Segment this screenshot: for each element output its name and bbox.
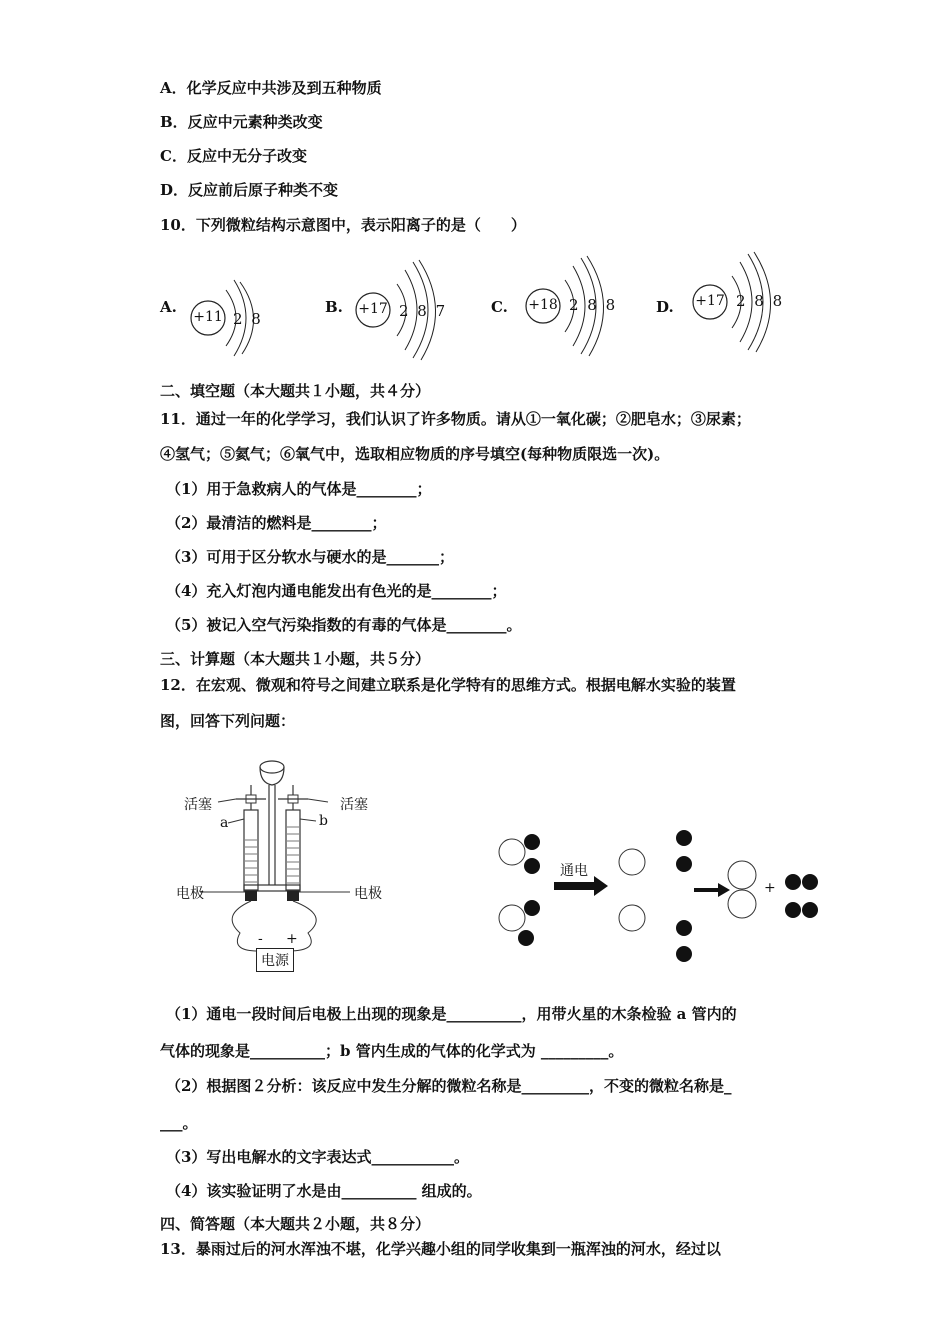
electron-shells: 2 8 7 xyxy=(399,302,448,320)
section-4-heading: 四、简答题（本大题共２小题，共８分） xyxy=(160,1215,431,1233)
valve-right-label: 活塞 xyxy=(340,797,368,813)
nucleus-charge: +11 xyxy=(193,309,223,325)
atom-diagram-d xyxy=(656,248,826,363)
power-supply-label: 电源 xyxy=(256,948,294,972)
atom-diagram-a xyxy=(160,248,330,363)
option-label: C. xyxy=(491,298,508,316)
nucleus-charge: +17 xyxy=(695,293,725,309)
tube-a-label: a xyxy=(220,815,229,831)
q12-line-2: 图，回答下列问题： xyxy=(160,712,296,730)
q11-item-1: （1）用于急救病人的气体是________； xyxy=(166,480,432,498)
q11-line-1: 11．通过一年的化学学习，我们认识了许多物质。请从①一氧化碳；②肥皂水；③尿素； xyxy=(160,410,751,428)
atom-a-shells-graphic xyxy=(160,248,280,363)
electron-shells: 2 8 xyxy=(233,310,263,328)
electron-shells: 2 8 8 xyxy=(736,292,785,310)
q9-option-a: A．化学反应中共涉及到五种物质 xyxy=(160,79,382,97)
electrolysis-apparatus-figure xyxy=(170,755,400,975)
section-3-heading: 三、计算题（本大题共１小题，共５分） xyxy=(160,650,431,668)
q11-item-4: （4）充入灯泡内通电能发出有色光的是________； xyxy=(166,582,507,600)
q12-item-4: （4）该实验证明了水是由__________ 组成的。 xyxy=(166,1182,482,1200)
q12-item-2b: ___。 xyxy=(160,1114,198,1132)
q9-option-d: D．反应前后原子种类不变 xyxy=(160,181,339,199)
section-2-heading: 二、填空题（本大题共１小题，共４分） xyxy=(160,382,431,400)
plus-sign: + xyxy=(764,880,776,896)
q12-line-1: 12．在宏观、微观和符号之间建立联系是化学特有的思维方式。根据电解水实验的装置 xyxy=(160,676,736,694)
q12-item-3: （3）写出电解水的文字表达式___________。 xyxy=(166,1148,469,1166)
q12-item-1b: 气体的现象是__________；b 管内生成的气体的化学式为 _________。 xyxy=(160,1042,624,1060)
q12-item-1a: （1）通电一段时间后电极上出现的现象是__________，用带火星的木条检验 a 管内的 xyxy=(166,1005,737,1023)
q12-item-2a: （2）根据图２分析：该反应中发生分解的微粒名称是_________，不变的微粒名称是_ xyxy=(166,1077,732,1095)
valve-left-label: 活塞 xyxy=(184,797,212,813)
electron-shells: 2 8 8 xyxy=(569,296,618,314)
molecular-model-figure xyxy=(490,820,830,970)
q11-item-2: （2）最清洁的燃料是________； xyxy=(166,514,387,532)
electrolysis-arrow-label: 通电 xyxy=(560,863,588,879)
nucleus-charge: +18 xyxy=(528,297,558,313)
option-label: A. xyxy=(160,298,177,316)
q11-item-3: （3）可用于区分软水与硬水的是_______； xyxy=(166,548,454,566)
q13-line-1: 13．暴雨过后的河水浑浊不堪，化学兴趣小组的同学收集到一瓶浑浊的河水，经过以 xyxy=(160,1240,721,1258)
negative-terminal: - xyxy=(258,931,263,947)
option-label: B. xyxy=(325,298,343,316)
apparatus-drawing xyxy=(170,755,400,975)
q9-option-b: B．反应中元素种类改变 xyxy=(160,113,323,131)
molecule-drawing xyxy=(490,820,830,970)
electrode-left-label: 电极 xyxy=(176,886,204,902)
q9-option-c: C．反应中无分子改变 xyxy=(160,147,307,165)
nucleus-charge: +17 xyxy=(358,301,388,317)
electrode-right-label: 电极 xyxy=(354,886,382,902)
option-label: D. xyxy=(656,298,674,316)
q11-line-2: ④氢气；⑤氦气；⑥氧气中，选取相应物质的序号填空(每种物质限选一次)。 xyxy=(160,445,670,463)
q10-stem: 10．下列微粒结构示意图中，表示阳离子的是（ ） xyxy=(160,216,526,234)
atom-diagram-b xyxy=(325,248,495,363)
atom-diagram-c xyxy=(491,248,661,363)
positive-terminal: + xyxy=(286,931,298,947)
q11-item-5: （5）被记入空气污染指数的有毒的气体是________。 xyxy=(166,616,522,634)
tube-b-label: b xyxy=(319,813,328,829)
